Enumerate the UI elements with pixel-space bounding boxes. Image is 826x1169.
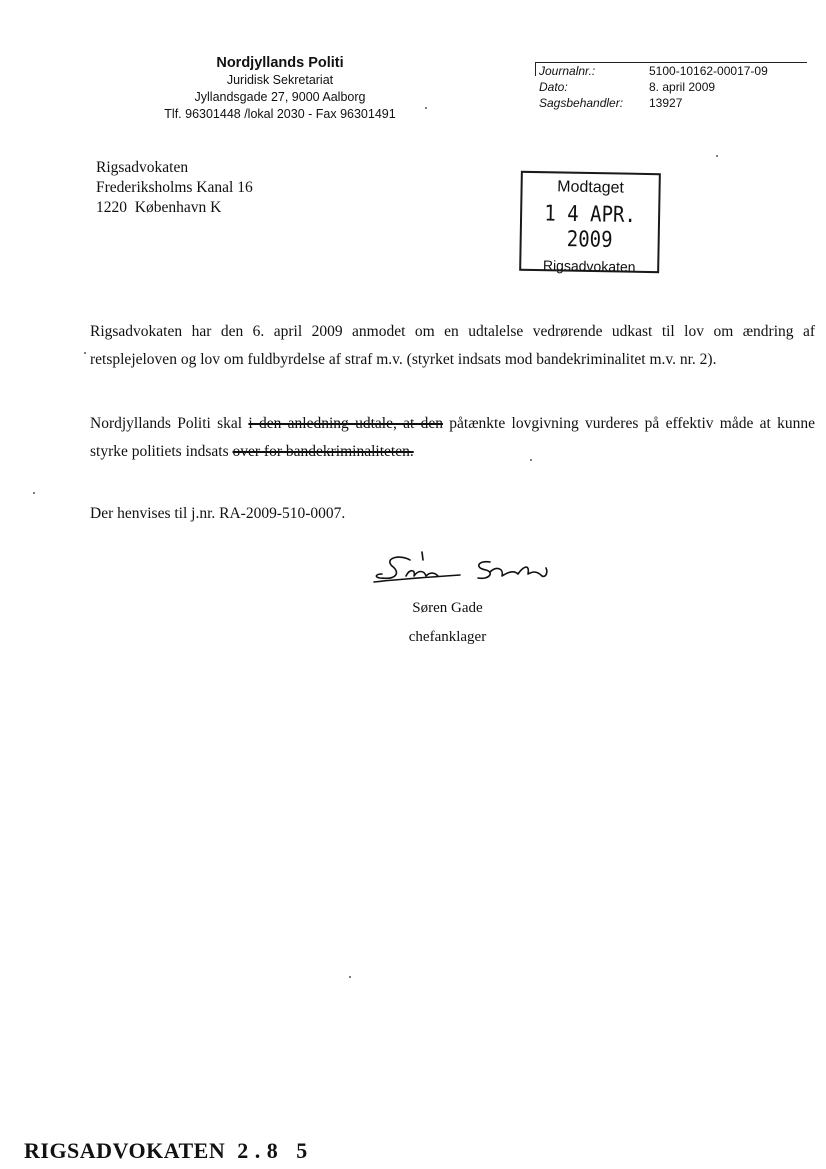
scan-speck (530, 459, 532, 461)
reference-left-rule (535, 62, 536, 76)
reference-top-rule (535, 62, 807, 63)
stamp-label: Modtaget (557, 178, 625, 197)
sender-block (120, 55, 440, 123)
sender-org: Nordjyllands Politi (216, 55, 344, 71)
reference-block (535, 62, 807, 111)
statement-part-2-struck: i den anledning udtale, at den (248, 415, 443, 432)
body-paragraph-request: Rigsadvokaten har den 6. april 2009 anmodet om en udtalelse vedrørende udkast til lov om ændring af retsplejeloven og lov om fuldbyrdelse af straf m.v. (styrket indsats mod bandekriminalitet m.v. nr. 2). (90, 323, 815, 368)
date-value: 8. april 2009 (649, 80, 716, 94)
journal-label: Journalnr.: (539, 64, 596, 78)
received-stamp (519, 171, 661, 273)
handler-label: Sagsbehandler: (539, 96, 624, 110)
recipient-street: Frederiksholms Kanal 16 (96, 179, 253, 196)
sender-address: Jyllandsgade 27, 9000 Aalborg (194, 90, 366, 104)
scan-speck (349, 976, 351, 978)
scan-speck (716, 155, 718, 157)
signer-title: chefanklager (408, 629, 487, 645)
handler-value: 13927 (649, 96, 683, 110)
stamp-org: Rigsadvokaten (542, 257, 636, 275)
body-paragraph-reference: Der henvises til j.nr. RA-2009-510-0007. (90, 505, 346, 522)
footer-received-stamp-text: RIGSADVOKATEN 2 . 8 5 (24, 1138, 308, 1163)
recipient-city: 1220 København K (96, 199, 222, 216)
reference-table (539, 63, 768, 111)
journal-value: 5100-10162-00017-09 (649, 64, 768, 78)
scan-speck (425, 107, 427, 109)
reference-row-journal (539, 63, 768, 79)
date-label: Dato: (539, 80, 568, 94)
recipient-address (96, 158, 253, 218)
statement-part-4-struck: over for bandekriminaliteten. (232, 443, 414, 460)
reference-row-date (539, 79, 768, 95)
scan-speck (33, 492, 35, 494)
recipient-name: Rigsadvokaten (96, 159, 189, 176)
scan-speck (84, 352, 86, 354)
stamp-date: 1 4 APR. 2009 (544, 200, 637, 253)
statement-part-1: Nordjyllands Politi skal (90, 415, 243, 432)
reference-row-handler (539, 95, 768, 111)
signer-block (360, 594, 535, 652)
sender-dept: Juridisk Sekretariat (226, 73, 334, 87)
signer-name: Søren Gade (412, 600, 483, 616)
sender-phone: Tlf. 96301448 /lokal 2030 - Fax 96301491 (164, 107, 396, 121)
statement-part-3: påtænkte lovgivning vurderes på effektiv måde at kunne styrke politiets indsats (90, 415, 816, 460)
body-paragraph-statement (90, 410, 815, 466)
handwritten-signature (370, 548, 555, 590)
